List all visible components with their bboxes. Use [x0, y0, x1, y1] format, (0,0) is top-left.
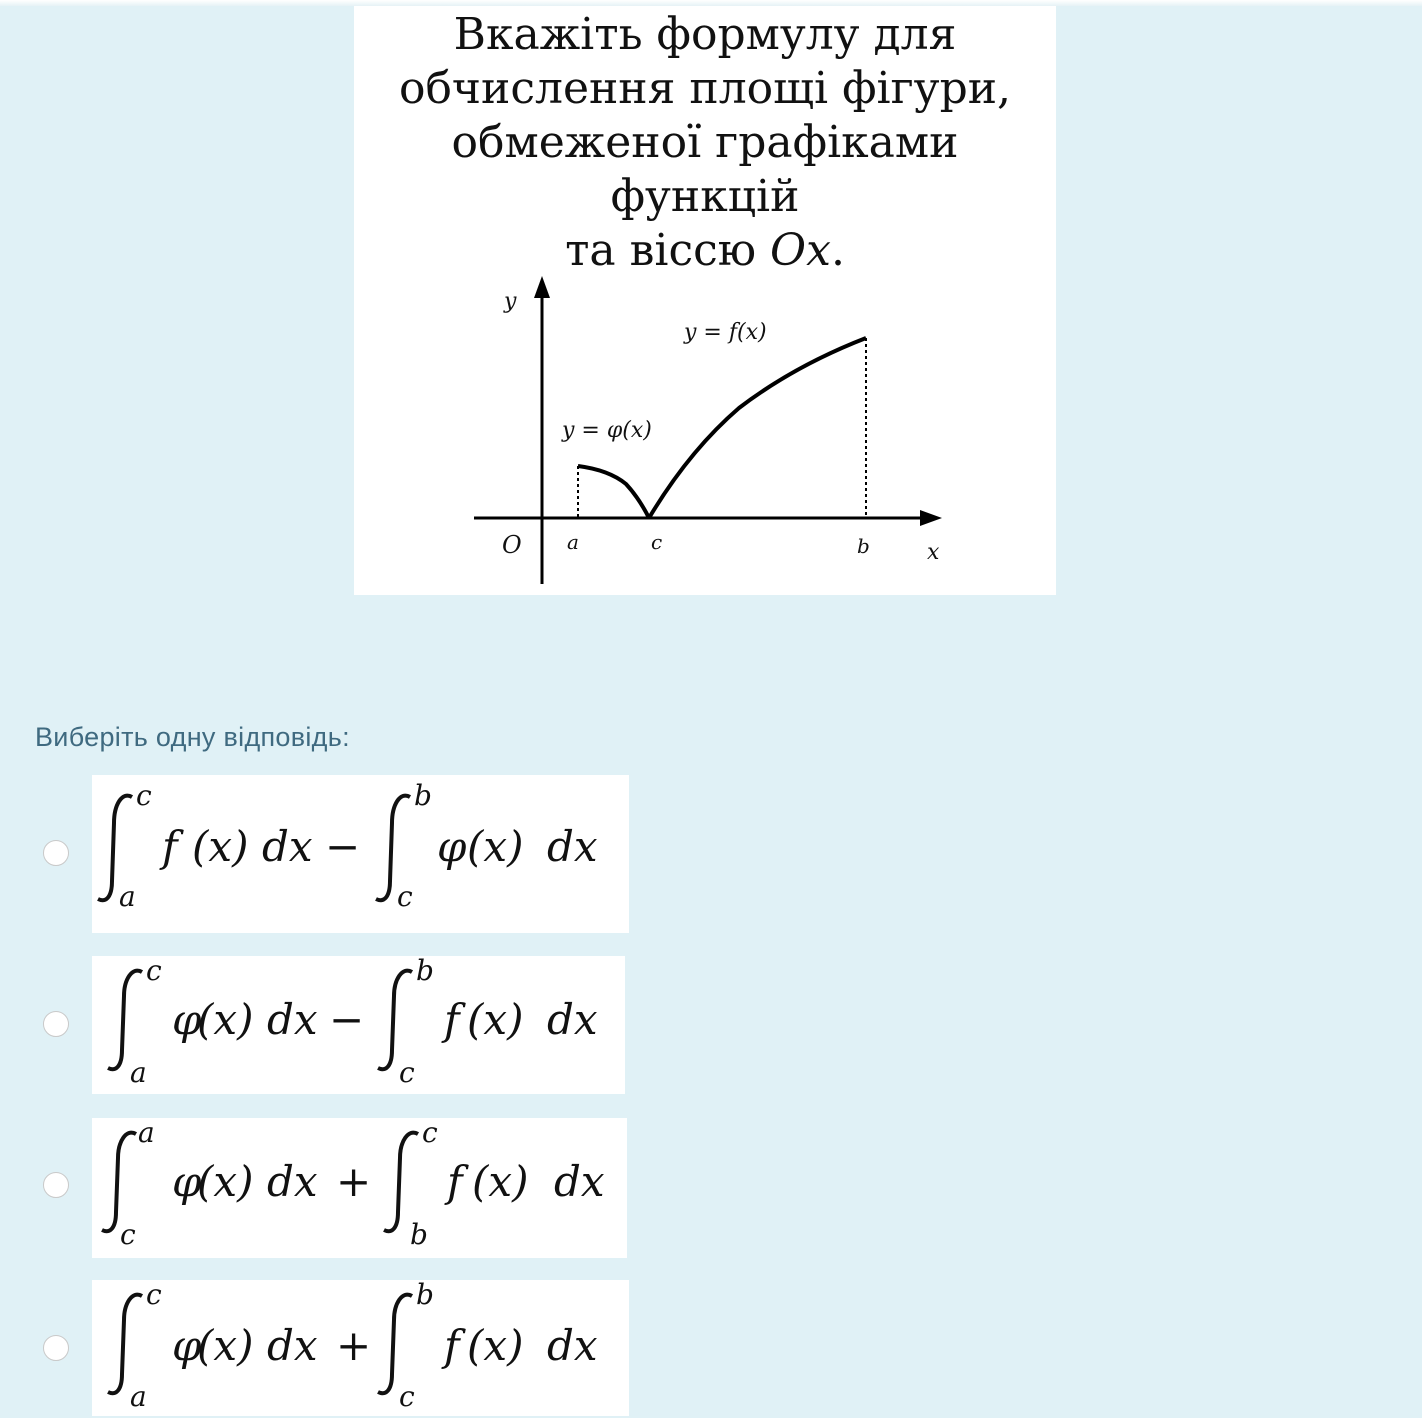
lower-limit: a: [130, 1380, 147, 1413]
formula-card: [92, 1118, 627, 1258]
question-line-4: та віссю Ox.: [565, 225, 845, 276]
integrand-function: φ: [172, 1321, 202, 1370]
upper-limit: c: [422, 1118, 438, 1149]
integrand-argument: (x): [197, 1157, 254, 1206]
integrand-function: f: [162, 822, 178, 871]
formula: [92, 775, 629, 933]
integrand-argument: (x): [467, 995, 524, 1044]
integrand-argument: (x): [467, 1321, 524, 1370]
integrand-argument: (x): [197, 995, 254, 1044]
integral-sign: [108, 1295, 142, 1394]
integrand-function: φ: [172, 995, 202, 1044]
radio-button[interactable]: [43, 840, 69, 866]
upper-limit: b: [416, 956, 434, 987]
integral-sign: [102, 1133, 136, 1232]
integrand-argument: (x): [197, 1321, 254, 1370]
x-axis-label: x: [927, 540, 940, 565]
formula-card: [92, 1280, 629, 1416]
lower-limit: a: [130, 1056, 147, 1089]
integrand-argument: (x): [472, 1157, 529, 1206]
lower-limit: a: [119, 880, 136, 913]
lower-limit: c: [397, 880, 413, 913]
integrand-function: φ: [172, 1157, 202, 1206]
origin-label: O: [502, 531, 522, 559]
phi-curve-label: y = φ(x): [562, 418, 652, 443]
question-image: [354, 6, 1056, 595]
phi-curve: [578, 466, 649, 518]
y-axis-label: y: [504, 289, 517, 314]
x-axis-arrow: [920, 510, 942, 526]
function-graph: [354, 6, 1056, 595]
differential: dx: [547, 995, 598, 1044]
differential: dx: [547, 822, 598, 871]
operator: +: [336, 1157, 372, 1206]
radio-button[interactable]: [43, 1172, 69, 1198]
integral-sign: [384, 1133, 418, 1232]
lower-limit: c: [399, 1056, 415, 1089]
formula: [92, 956, 625, 1094]
upper-limit: b: [416, 1280, 434, 1311]
upper-limit: c: [136, 779, 152, 812]
differential: dx: [267, 1321, 318, 1370]
integral-sign: [108, 971, 142, 1070]
y-axis-arrow: [534, 276, 550, 298]
formula-card: [92, 956, 625, 1094]
f-curve: [649, 338, 866, 518]
integrand-argument: (x): [192, 822, 249, 871]
radio-button[interactable]: [43, 1335, 69, 1361]
lower-limit: b: [410, 1218, 428, 1251]
integrand-function: f: [444, 1321, 460, 1370]
f-curve-label: y = f(x): [684, 320, 767, 345]
upper-limit: a: [138, 1118, 155, 1149]
differential: dx: [262, 822, 313, 871]
integral-sign: [378, 971, 412, 1070]
operator: −: [325, 822, 361, 871]
operator: +: [336, 1321, 372, 1370]
question-line-1: Вкажіть формулу для: [453, 9, 957, 60]
differential: dx: [267, 995, 318, 1044]
radio-button[interactable]: [43, 1011, 69, 1037]
answer-prompt: Виберіть одну відповідь:: [35, 722, 350, 752]
upper-limit: c: [146, 956, 162, 987]
integrand-function: f: [447, 1157, 463, 1206]
integrand-argument: (x): [467, 822, 524, 871]
differential: dx: [554, 1157, 605, 1206]
integrand-function: φ: [437, 822, 467, 871]
lower-limit: c: [120, 1218, 136, 1251]
differential: dx: [267, 1157, 318, 1206]
axis-name: Ox: [770, 225, 831, 276]
tick-c-label: c: [651, 530, 663, 554]
formula: [92, 1118, 627, 1258]
upper-limit: b: [414, 779, 432, 812]
question-line-2: обчислення площі фігури,: [398, 63, 1012, 114]
integral-sign: [378, 1295, 412, 1394]
question-line-3: обмеженої графіками функцій: [451, 117, 959, 222]
formula: [92, 1280, 629, 1416]
tick-a-label: a: [567, 530, 579, 554]
integrand-function: f: [444, 995, 460, 1044]
operator: −: [329, 995, 365, 1044]
upper-limit: c: [146, 1280, 162, 1311]
lower-limit: c: [399, 1380, 415, 1413]
formula-card: [92, 775, 629, 933]
differential: dx: [547, 1321, 598, 1370]
tick-b-label: b: [857, 534, 870, 558]
